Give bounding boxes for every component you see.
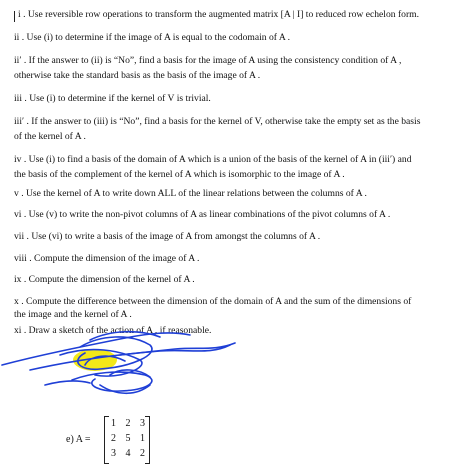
matrix-cell: 2 [140,448,145,459]
item-iv-cont: the basis of the complement of the kernel of A which is isomorphic to the image of A . [14,169,345,180]
item-x: x . Compute the difference between the dimension of the domain of A and the sum of the dimensions of [14,296,412,307]
pen-scribble-drawing [0,325,474,425]
item-i: i . Use reversible row operations to transform the augmented matrix [A | I] to reduced row echelon form. [18,9,419,20]
matrix-cell: 2 [111,433,116,444]
matrix-cell: 1 [111,418,116,429]
item-v: v . Use the kernel of A to write down ALL of the linear relations between the columns of A . [14,188,367,199]
item-ii-prime: ii′ . If the answer to (ii) is “No”, find a basis for the image of A using the consistency condition of A , [14,55,402,66]
matrix-row [111,418,145,429]
matrix-cell: 4 [125,448,131,459]
matrix-cell: 3 [111,448,116,459]
item-iii-prime: iii′ . If the answer to (iii) is “No”, find a basis for the kernel of V, otherwise take the empty set as the basis [14,116,421,127]
matrix-cell: 5 [125,433,131,444]
matrix-label: e) A = [66,434,91,445]
item-iii: iii . Use (i) to determine if the kernel of V is trivial. [14,93,211,104]
item-ix: ix . Compute the dimension of the kernel of A . [14,274,195,285]
matrix-cell: 2 [125,418,131,429]
item-iii-prime-cont: of the kernel of A . [14,131,86,142]
item-viii: viii . Compute the dimension of the image of A . [14,253,200,264]
item-x-cont: the image and the kernel of A . [14,309,132,320]
item-ii-prime-cont: otherwise take the standard basis as the basis of the image of A . [14,70,261,81]
right-bracket [145,416,150,464]
item-ii: ii . Use (i) to determine if the image of A is equal to the codomain of A . [14,32,291,43]
item-vi: vi . Use (v) to write the non-pivot columns of A as linear combinations of the pivot columns of A . [14,209,391,220]
matrix-row [111,433,145,444]
item-vii: vii . Use (vi) to write a basis of the image of A from amongst the columns of A . [14,231,321,242]
item-iv: iv . Use (i) to find a basis of the domain of A which is a union of the basis of the kernel of A in (iii′) and [14,154,412,165]
left-bracket [104,416,109,464]
matrix-cell: 3 [140,418,145,429]
matrix-a [104,416,150,462]
item-xi: xi . Draw a sketch of the action of A , if reasonable. [14,325,212,336]
text-cursor [14,11,15,22]
matrix-row [111,448,145,459]
matrix-cell: 1 [140,433,145,444]
